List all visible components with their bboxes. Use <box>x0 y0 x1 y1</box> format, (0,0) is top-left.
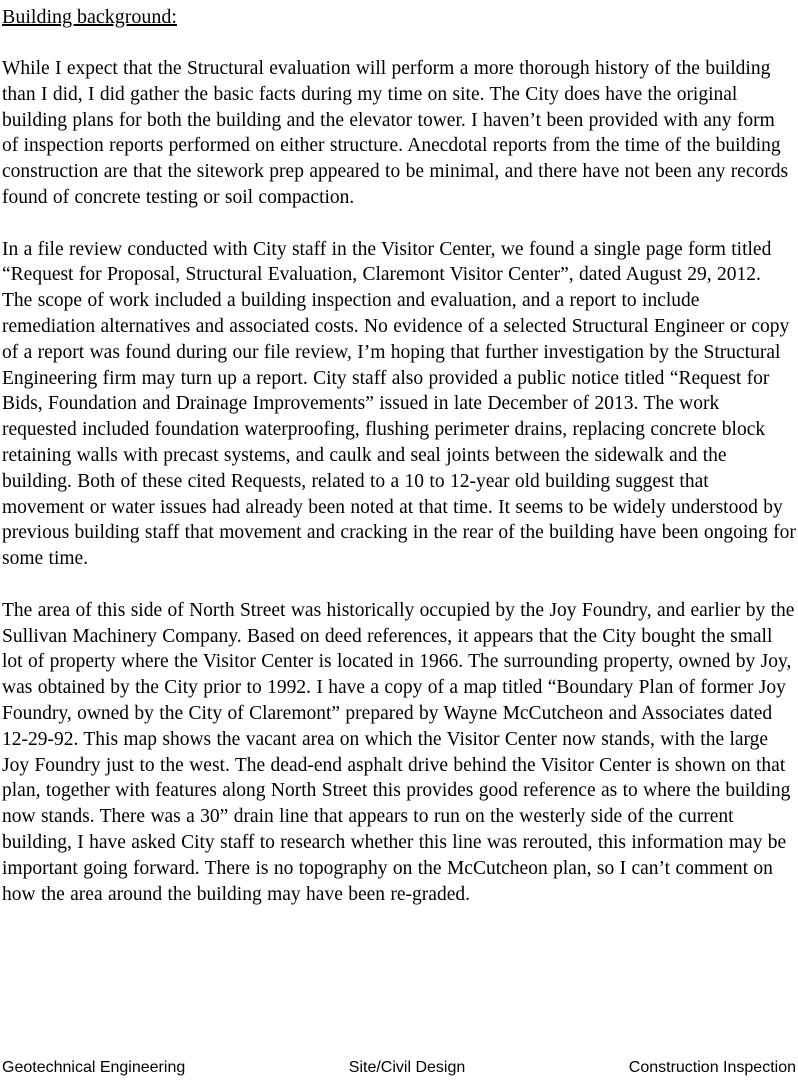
paragraph-building-history: While I expect that the Structural evaluation will perform a more thorough history of the building than I did, I did gather the basic facts during my time on site. The City does have the original building plans for both the building and the elevator tower. I haven’t been provided with any form of inspection reports performed on either structure. Anecdotal reports from the time of the building construction are that the sitework prep appeared to be minimal, and there have not been any records found of concrete testing or soil compaction. <box>2 58 789 208</box>
page-footer <box>2 1058 796 1078</box>
footer-construction-inspection: Construction Inspection <box>628 1059 796 1076</box>
paragraph-site-history: The area of this side of North Street was historically occupied by the Joy Foundry, and earlier by the Sullivan Machinery Company. Based on deed references, it appears that the City bought the small lot of property where the Visitor Center is located in 1966. The surrounding property, owned by Joy, was obtained by the City prior to 1992. I have a copy of a map titled “Boundary Plan of former Joy Foundry, owned by the City of Claremont” prepared by Wayne McCutcheon and Associates dated 12-29-92. This map shows the vacant area on which the Visitor Center now stands, with the large Joy Foundry just to the west. The dead-end asphalt drive behind the Visitor Center is shown on that plan, together with features along North Street this provides good reference as to where the building now stands. There was a 30” drain line that appears to run on the westerly side of the current building, I have asked City staff to research whether this line was rerouted, this information may be important going forward. There is no topography on the McCutcheon plan, so I can’t comment on how the area around the building may have been re-graded. <box>2 599 795 905</box>
footer-site-civil-design: Site/Civil Design <box>348 1059 466 1076</box>
paragraph-file-review: In a file review conducted with City staff in the Visitor Center, we found a single page form titled “Request for Proposal, Structural Evaluation, Claremont Visitor Center”, dated August 29, 2012. The scope of work included a building inspection and evaluation, and a report to include remediation alternatives and associated costs. No evidence of a selected Structural Engineer or copy of a report was found during our file review, I’m hoping that further investigation by the Structural Engineering firm may turn up a report. City staff also provided a public notice titled “Request for Bids, Foundation and Drainage Improvements” issued in late December of 2013. The work requested included foundation waterproofing, flushing perimeter drains, replacing concrete block retaining walls with precast systems, and caulk and seal joints between the sidewalk and the building. Both of these cited Requests, related to a 10 to 12-year old building suggest that movement or water issues had already been noted at that time. It seems to be widely understood by previous building staff that movement and cracking in the rear of the building have been ongoing for some time. <box>2 238 796 570</box>
footer-geotechnical-engineering: Geotechnical Engineering <box>2 1059 186 1076</box>
section-heading: Building background: <box>2 6 177 28</box>
